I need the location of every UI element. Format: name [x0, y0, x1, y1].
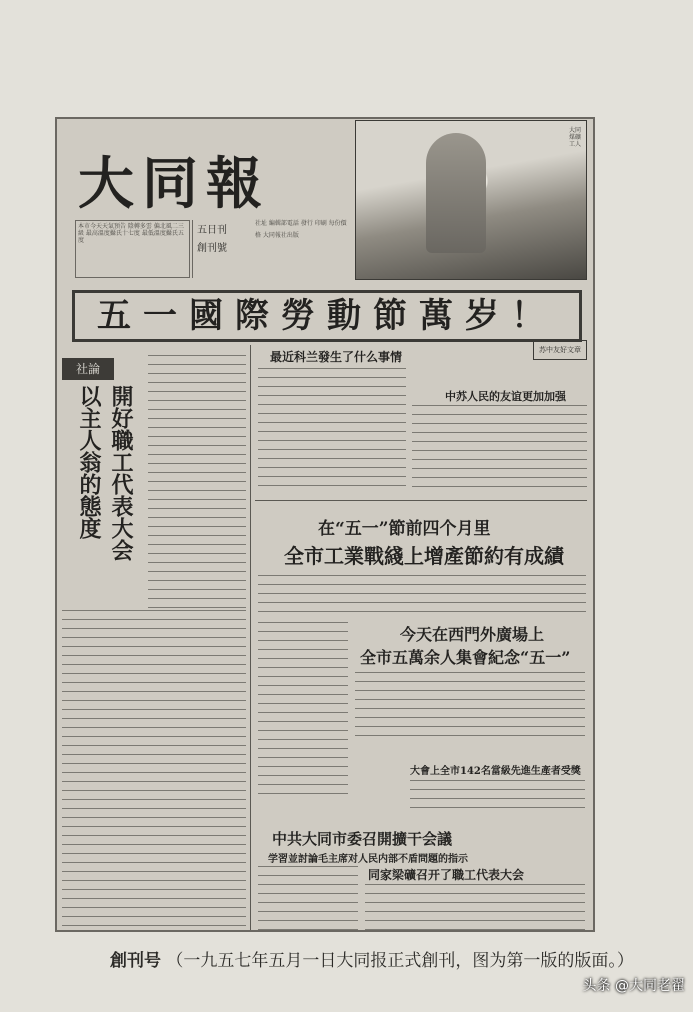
article-headline-sino-soviet: 中苏人民的友谊更加加强 — [445, 390, 566, 403]
notice-award: 大會上全市142名當級先進生產者受獎 — [410, 766, 581, 777]
editorial-title-1: 開好職工代表大会 — [108, 385, 134, 561]
section-rule — [255, 500, 587, 501]
issue-number: 創刊號 — [197, 243, 227, 254]
caption-text: （一九五七年五月一日大同报正式創刊，图为第一版的版面。） — [166, 951, 634, 971]
footer-caption — [110, 946, 650, 976]
editorial-body — [148, 355, 246, 610]
article-headline-industry: 全市工業戰綫上增產節約有成績 — [284, 544, 564, 568]
article-headline-korea: 最近科兰發生了什么事情 — [270, 350, 403, 364]
publisher-info: 社址 編輯部電話 發行 印刷 每份價格 大同報社出版 — [255, 220, 347, 239]
notice-award-body — [410, 780, 585, 810]
editorial-tag: 社論 — [62, 358, 114, 380]
article-kicker-industry: 在“五一”節前四个月里 — [318, 519, 491, 539]
front-page-photo — [355, 120, 587, 280]
article-headline-tongjialiang: 同家梁礦召开了職工代表大会 — [368, 868, 525, 882]
weather-forecast-box: 本市今天天氣預告 陰轉多雲 偏北風二三級 最高溫度攝氏十七度 最低溫度攝氏五度 — [75, 220, 190, 278]
article-body-rally — [355, 672, 585, 742]
editorial-body-lower — [62, 610, 246, 930]
article-body-korea — [258, 368, 406, 493]
photo-caption: 大同煤礦工人 — [569, 127, 582, 148]
article-headline-party: 中共大同市委召開擴干会議 — [272, 830, 453, 848]
photo-figure — [426, 133, 486, 253]
article-subhead-party: 学習並討論毛主席对人民内部不盾問題的指示 — [268, 854, 468, 865]
column-rule — [250, 345, 251, 930]
article-kicker-rally: 今天在西門外廣場上 — [400, 625, 545, 644]
issue-info-box — [192, 220, 240, 278]
article-body-tongjialiang — [365, 884, 585, 930]
watermark-credit: 头条 @大同老翟 — [582, 978, 685, 994]
article-body-rally-left — [258, 622, 348, 797]
caption-label: 創刊号 — [110, 951, 161, 971]
masthead-title: 大同報 — [78, 151, 270, 217]
article-body-sino-soviet — [412, 405, 587, 495]
article-headline-rally: 全市五萬余人集會紀念“五一” — [360, 648, 571, 667]
side-box: 苏中友好文章 — [533, 340, 587, 360]
article-body-party — [258, 866, 358, 930]
main-headline: 五一國際勞動節萬岁！ — [72, 290, 582, 342]
article-body-industry — [258, 575, 586, 615]
issue-frequency: 五日刊 — [197, 225, 227, 236]
editorial-title-2: 以主人翁的態度 — [76, 385, 102, 539]
